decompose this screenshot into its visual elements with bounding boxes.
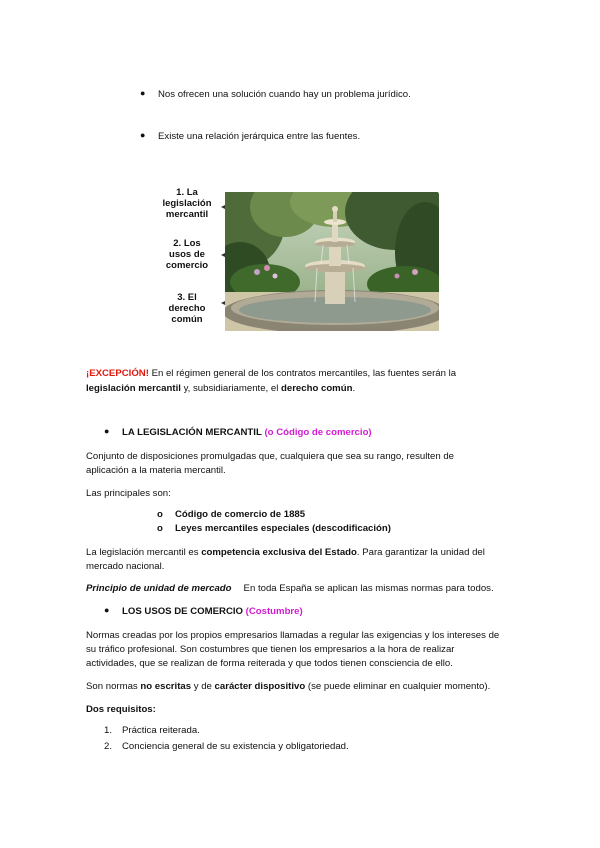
intro-bullet-2: Existe una relación jerárquica entre las fuentes. (158, 131, 361, 142)
section1-principales: Las principales son: (86, 488, 171, 499)
requisito-1: Práctica reiterada. (122, 725, 200, 736)
section2-title: LOS USOS DE COMERCIO (122, 606, 243, 617)
exception-end: . (352, 383, 356, 394)
list-number: 1. (104, 725, 113, 736)
exception-line-2 (86, 382, 355, 395)
son-normas-line (86, 680, 490, 693)
requisito-2: Conciencia general de su existencia y obligatoriedad. (122, 741, 349, 752)
exception-label: ¡EXCEPCIÓN! (86, 368, 149, 379)
sub-bullet-o: o (157, 523, 163, 534)
fountain-photo (225, 192, 439, 331)
comp-post: . Para garantizar la unidad del (356, 547, 485, 558)
bullet-dot: ● (140, 88, 146, 98)
section2-para-l1: Normas creadas por los propios empresarios llamadas a regular las exigencias y los intereses de (86, 630, 500, 641)
section1-para-l2: aplicación a la materia mercantil. (86, 465, 226, 476)
principio-text: En toda España se aplican las mismas normas para todos. (243, 583, 494, 594)
exception-bold-derecho: derecho común (281, 383, 353, 394)
exception-line-1 (86, 367, 456, 380)
son-pre: Son normas (86, 681, 141, 692)
figure-label-usos: 2. Los usos de comercio (165, 238, 209, 271)
exception-mid: y, subsidiariamente, el (180, 383, 281, 394)
comp-bold: competencia exclusiva del Estado (201, 547, 357, 558)
section2-para-l3: actividades, que se realizan de forma reiterada y que todos tienen consciencia de ello. (86, 658, 453, 669)
section1-title: LA LEGISLACIÓN MERCANTIL (122, 427, 262, 438)
son-bold-1: no escritas (140, 681, 192, 692)
figure-label-legislacion: 1. La legislación mercantil (162, 187, 212, 220)
section1-paren: (o Código de comercio) (264, 427, 372, 438)
section2-heading (122, 605, 303, 618)
son-post: (se puede eliminar en cualquier momento). (305, 681, 491, 692)
competencia-line-2: mercado nacional. (86, 561, 165, 572)
exception-text: En el régimen general de los contratos mercantiles, las fuentes serán la (148, 368, 457, 379)
sub-bullet-o: o (157, 509, 163, 520)
bullet-dot: ● (140, 130, 146, 140)
principio-label: Principio de unidad de mercado (86, 583, 232, 594)
subitem-codigo: Código de comercio de 1885 (175, 509, 306, 520)
intro-bullet-1: Nos ofrecen una solución cuando hay un problema jurídico. (158, 89, 411, 100)
subitem-leyes: Leyes mercantiles especiales (descodificación) (175, 523, 391, 534)
bullet-dot: ● (104, 605, 110, 615)
son-mid: y de (191, 681, 215, 692)
list-number: 2. (104, 741, 113, 752)
section1-para-l1: Conjunto de disposiciones promulgadas que, cualquiera que sea su rango, resulten de (86, 451, 455, 462)
figure-label-derecho: 3. El derecho común (168, 292, 206, 325)
section2-para-l2: su tráfico profesional. Son costumbres que tienen los empresarios a la hora de realizar (86, 644, 455, 655)
exception-bold-legislacion: legislación mercantil (86, 383, 181, 394)
requisitos-label: Dos requisitos: (86, 704, 156, 715)
section2-paren: (Costumbre) (245, 606, 303, 617)
principio-line (86, 582, 494, 595)
bullet-dot: ● (104, 426, 110, 436)
competencia-line-1 (86, 546, 485, 559)
son-bold-2: carácter dispositivo (214, 681, 306, 692)
comp-pre: La legislación mercantil es (86, 547, 202, 558)
section1-heading (122, 426, 372, 439)
